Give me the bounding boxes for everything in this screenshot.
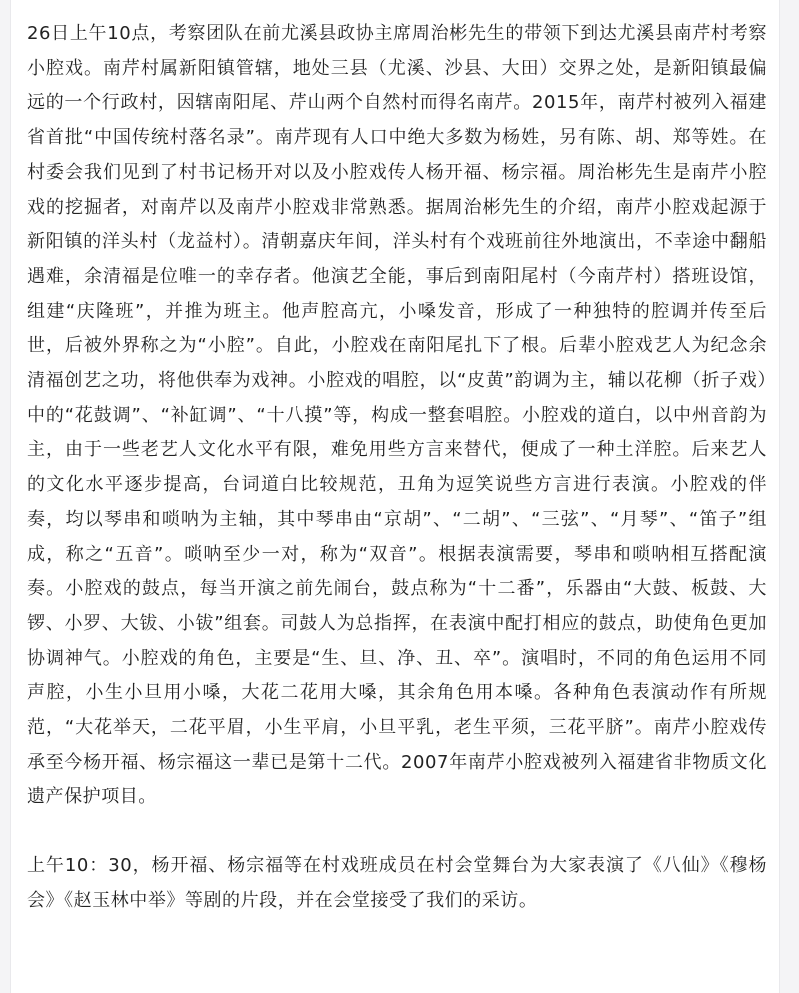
article-paragraph: 上午10：30，杨开福、杨宗福等在村戏班成员在村会堂舞台为大家表演了《八仙》《穆杨会》《赵玉林中举》等剧的片段，并在会堂接受了我们的采访。 <box>27 855 767 911</box>
article-page <box>10 0 780 993</box>
article-paragraph: 26日上午10点，考察团队在前尤溪县政协主席周治彬先生的带领下到达尤溪县南芹村考察小腔戏。南芹村属新阳镇管辖，地处三县（尤溪、沙县、大田）交界之处，是新阳镇最偏远的一个行政村，因辖南阳尾、芹山两个自然村而得名南芹。2015年，南芹村被列入福建省首批“中国传统村落名录”。南芹现有人口中绝大多数为杨姓，另有陈、胡、郑等姓。在村委会我们见到了村书记杨开对以及小腔戏传人杨开福、杨宗福。周治彬先生是南芹小腔戏的挖掘者，对南芹以及南芹小腔戏非常熟悉。据周治彬先生的介绍，南芹小腔戏起源于新阳镇的洋头村（龙益村）。清朝嘉庆年间，洋头村有个戏班前往外地演出，不幸途中翻船遇难，余清福是位唯一的幸存者。他演艺全能，事后到南阳尾村（今南芹村）搭班设馆，组建“庆隆班”，并推为班主。他声腔高亢，小嗓发音，形成了一种独特的腔调并传至后世，后被外界称之为“小腔”。自此，小腔戏在南阳尾扎下了根。后辈小腔戏艺人为纪念余清福创艺之功，将他供奉为戏神。小腔戏的唱腔，以“皮黄”韵调为主，辅以花柳（折子戏）中的“花鼓调”、“补缸调”、“十八摸”等，构成一整套唱腔。小腔戏的道白，以中州音韵为主，由于一些老艺人文化水平有限，难免用些方言来替代，便成了一种土洋腔。后来艺人的文化水平逐步提高，台词道白比较规范，丑角为逗笑说些方言进行表演。小腔戏的伴奏，均以琴串和唢呐为主轴，其中琴串由“京胡”、“二胡”、“三弦”、“月琴”、“笛子”组成，称之“五音”。唢呐至少一对，称为“双音”。根据表演需要，琴串和唢呐相互搭配演奏。小腔戏的鼓点，每当开演之前先闹台，鼓点称为“十二番”，乐器由“大鼓、板鼓、大锣、小罗、大钹、小钹”组套。司鼓人为总指挥，在表演中配打相应的鼓点，助使角色更加协调神气。小腔戏的角色，主要是“生、旦、净、丑、卒”。演唱时，不同的角色运用不同声腔，小生小旦用小嗓，大花二花用大嗓，其余角色用本嗓。各种角色表演动作有所规范，“大花举天，二花平眉，小生平肩，小旦平乳，老生平须，三花平脐”。南芹小腔戏传承至今杨开福、杨宗福这一辈已是第十二代。2007年南芹小腔戏被列入福建省非物质文化遗产保护项目。 <box>27 23 767 808</box>
article-body <box>27 17 767 919</box>
